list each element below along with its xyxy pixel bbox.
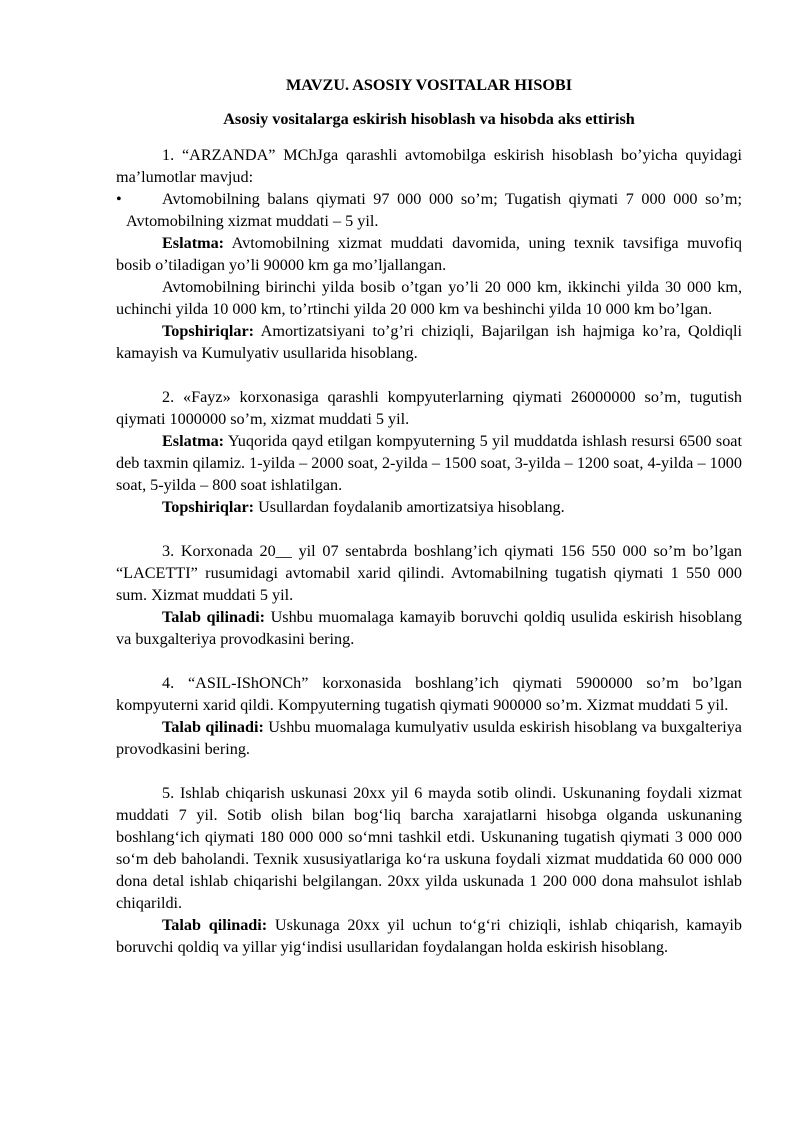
requirement-text: Ushbu muomalaga kamayib boruvchi qoldiq usulida eskirish hisoblang va buxgalteriya provodkasini bering. xyxy=(116,608,742,648)
task-3 xyxy=(116,540,742,650)
requirement-label: Talab qilinadi: xyxy=(162,608,266,626)
task-4-requirement xyxy=(116,716,742,760)
task-1 xyxy=(116,144,742,364)
task-2-tasks xyxy=(116,496,742,518)
task-1-bullet-text: Avtomobilning balans qiymati 97 000 000 so’m; Tugatish qiymati 7 000 000 so’m; Avtomobilning xizmat muddati – 5 yil. xyxy=(126,190,742,230)
task-1-intro: 1. “ARZANDA” MChJga qarashli avtomobilga eskirish hisoblash bo’yicha quyidagi ma’lumotlar mavjud: xyxy=(116,146,742,186)
task-1-bullet-item xyxy=(116,188,742,232)
note-text: Yuqorida qayd etilgan kompyuterning 5 yil muddatda ishlash resursi 6500 soat deb taxmin qilamiz. 1-yilda – 2000 soat, 2-yilda – 1500 soat, 3-yilda – 1200 soat, 4-yilda – 1000 soat, 5-yilda – 800 soat ishlatilgan. xyxy=(116,432,742,494)
task-2-intro: 2. «Fayz» korxonasiga qarashli kompyuterlarning qiymati 26000000 so’m, tugutish qiymati 1000000 so’m, xizmat muddati 5 yil. xyxy=(116,388,742,428)
bullet-icon: • xyxy=(116,190,122,208)
requirement-text: Ushbu muomalaga kumulyativ usulda eskirish hisoblang va buxgalteriya provodkasini bering. xyxy=(116,718,742,758)
requirement-label: Talab qilinadi: xyxy=(162,916,268,934)
task-5 xyxy=(116,782,742,958)
task-5-requirement xyxy=(116,914,742,958)
task-2-note xyxy=(116,430,742,496)
tasks-text: Usullardan foydalanib amortizatsiya hisoblang. xyxy=(254,498,565,516)
task-1-tasks xyxy=(116,320,742,364)
spacer xyxy=(116,760,742,782)
task-4-intro: 4. “ASIL-IShONCh” korxonasida boshlang’ich qiymati 5900000 so’m bo’lgan kompyuterni xarid qildi. Kompyuterning tugatish qiymati 900000 so’m. Xizmat muddati 5 yil. xyxy=(116,674,742,714)
requirement-text: Uskunaga 20xx yil uchun to‘g‘ri chiziqli, ishlab chiqarish, kamayib boruvchi qoldiq va yillar yig‘indisi usullaridan foydalangan holda eskirish hisoblang. xyxy=(116,916,742,956)
spacer xyxy=(116,364,742,386)
spacer xyxy=(116,650,742,672)
note-text: Avtomobilning xizmat muddati davomida, uning texnik tavsifiga muvofiq bosib o’tiladigan yo’li 90000 km ga mo’ljallangan. xyxy=(116,234,742,274)
task-5-intro: 5. Ishlab chiqarish uskunasi 20xx yil 6 mayda sotib olindi. Uskunaning foydali xizmat muddati 7 yil. Sotib olish bilan bog‘liq barcha xarajatlarni hisobga olganda uskunaning boshlang‘ich qiymati 180 000 000 so‘mni tashkil etdi. Uskunaning tugatish qiymati 3 000 000 so‘m deb baholandi. Texnik xususiyatlariga ko‘ra uskuna foydali xizmat muddatida 60 000 000 dona detal ishlab chiqarishi belgilangan. 20xx yilda uskunada 1 200 000 dona mahsulot ishlab chiqarildi. xyxy=(116,784,742,912)
tasks-label: Topshiriqlar: xyxy=(162,498,255,516)
task-1-note xyxy=(116,232,742,276)
task-3-intro: 3. Korxonada 20__ yil 07 sentabrda boshlang’ich qiymati 156 550 000 so’m bo’lgan “LACETTI” rusumidagi avtomabil xarid qilindi. Avtomabilning tugatish qiymati 1 550 000 sum. Xizmat muddati 5 yil. xyxy=(116,542,742,604)
document-title: MAVZU. ASOSIY VOSITALAR HISOBI xyxy=(285,76,573,94)
task-3-requirement xyxy=(116,606,742,650)
document-subtitle: Asosiy vositalarga eskirish hisoblash va hisobda aks ettirish xyxy=(223,110,635,128)
requirement-label: Talab qilinadi: xyxy=(162,718,264,736)
spacer xyxy=(116,518,742,540)
tasks-label: Topshiriqlar: xyxy=(162,322,255,340)
document-page xyxy=(116,74,742,958)
note-label: Eslatma: xyxy=(162,432,225,450)
note-label: Eslatma: xyxy=(162,234,225,252)
tasks-text: Amortizatsiyani to’g’ri chiziqli, Bajarilgan ish hajmiga ko’ra, Qoldiqli kamayish va Kumulyativ usullarida hisoblang. xyxy=(116,322,742,362)
task-4 xyxy=(116,672,742,760)
task-1-mileage: Avtomobilning birinchi yilda bosib o’tgan yo’li 20 000 km, ikkinchi yilda 30 000 km, uchinchi yilda 10 000 km, to’rtinchi yilda 20 000 km va beshinchi yilda 10 000 km bo’lgan. xyxy=(116,278,742,318)
task-2 xyxy=(116,386,742,518)
